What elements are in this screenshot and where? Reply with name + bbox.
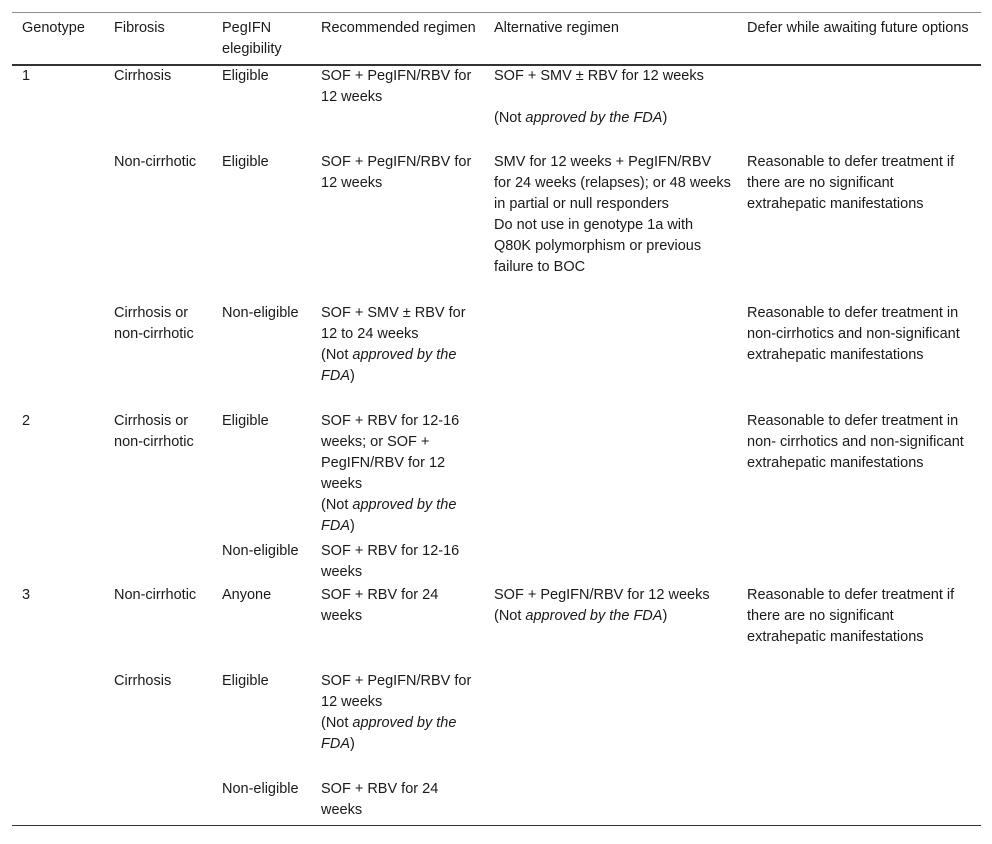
alternative-cell <box>484 541 737 585</box>
recommended-cell: SOF + RBV for 24 weeks <box>321 587 439 624</box>
alternative-regimen-text: SMV for 12 weeks + PegIFN/RBV for 24 weeks (relapses); or 48 weeks in partial or null responders <box>494 154 731 212</box>
hcv-treatment-table <box>12 12 981 826</box>
pegifn-cell: Eligible <box>222 154 269 170</box>
pegifn-cell: Eligible <box>222 68 269 84</box>
fda-note: (Not approved by the FDA) <box>494 110 668 126</box>
header-pegifn-eligibility: PegIFN elegibility <box>212 13 311 66</box>
pegifn-cell: Non-eligible <box>222 781 299 797</box>
alternative-cell <box>484 411 737 541</box>
defer-cell: Reasonable to defer treatment if there are no significant extrahepatic manifestations <box>747 154 955 212</box>
fda-note: (Not approved by the FDA) <box>321 347 457 384</box>
header-alternative-regimen: Alternative regimen <box>484 13 737 66</box>
recommended-cell: SOF + PegIFN/RBV for 12 weeks <box>321 154 472 191</box>
recommended-cell <box>311 303 484 411</box>
fibrosis-cell: Non-cirrhotic <box>114 154 197 170</box>
defer-cell <box>737 779 981 826</box>
genotype-cell: 3 <box>22 587 31 603</box>
defer-cell: Reasonable to defer treatment in non- cirrhotics and non-significant extrahepatic manifestations <box>747 413 964 471</box>
genotype-cell <box>12 152 104 303</box>
fibrosis-cell <box>104 541 212 585</box>
table-header <box>12 13 981 66</box>
fibrosis-cell: Cirrhosis <box>114 673 172 689</box>
alternative-regimen-text: SOF + PegIFN/RBV for 12 weeks <box>494 587 710 603</box>
table-row <box>12 152 981 303</box>
genotype-cell <box>12 303 104 411</box>
table-row <box>12 65 981 152</box>
defer-cell: Reasonable to defer treatment if there are no significant extrahepatic manifestations <box>747 587 955 645</box>
alternative-cell <box>484 65 737 152</box>
table-body <box>12 65 981 826</box>
recommended-cell <box>311 411 484 541</box>
alternative-cell <box>484 585 737 671</box>
header-recommended-regimen: Recommended regimen <box>311 13 484 66</box>
alternative-cell <box>484 671 737 779</box>
alternative-warning-text: Do not use in genotype 1a with Q80K polymorphism or previous failure to BOC <box>494 217 702 275</box>
recommended-cell: SOF + PegIFN/RBV for 12 weeks <box>321 68 472 105</box>
alternative-cell <box>484 303 737 411</box>
genotype-cell: 1 <box>22 68 31 84</box>
recommended-regimen-text: SOF + RBV for 12-16 weeks; or SOF + PegIFN/RBV for 12 weeks <box>321 413 460 492</box>
table-row <box>12 779 981 826</box>
defer-cell <box>737 541 981 585</box>
fibrosis-cell: Cirrhosis or non-cirrhotic <box>114 305 194 342</box>
pegifn-cell: Eligible <box>222 413 269 429</box>
header-genotype: Genotype <box>12 13 104 66</box>
alternative-cell <box>484 779 737 826</box>
genotype-cell: 2 <box>22 413 31 429</box>
fibrosis-cell: Cirrhosis <box>114 68 172 84</box>
header-defer: Defer while awaiting future options <box>737 13 981 66</box>
table-row <box>12 541 981 585</box>
genotype-cell <box>12 541 104 585</box>
fibrosis-cell: Non-cirrhotic <box>114 587 197 603</box>
alternative-cell <box>484 152 737 303</box>
pegifn-cell: Non-eligible <box>222 305 299 321</box>
table-row <box>12 671 981 779</box>
fda-note: (Not approved by the FDA) <box>321 715 457 752</box>
recommended-regimen-text: SOF + SMV ± RBV for 12 to 24 weeks <box>321 305 466 342</box>
table-row <box>12 411 981 541</box>
fibrosis-cell: Cirrhosis or non-cirrhotic <box>114 413 194 450</box>
recommended-regimen-text: SOF + PegIFN/RBV for 12 weeks <box>321 673 472 710</box>
fibrosis-cell <box>104 779 212 826</box>
header-row <box>12 13 981 66</box>
pegifn-cell: Anyone <box>222 587 272 603</box>
fda-note: (Not approved by the FDA) <box>494 608 668 624</box>
recommended-cell <box>311 671 484 779</box>
alternative-regimen-text: SOF + SMV ± RBV for 12 weeks <box>494 68 704 84</box>
defer-cell <box>737 671 981 779</box>
recommended-cell: SOF + RBV for 24 weeks <box>321 781 439 818</box>
defer-cell <box>737 65 981 152</box>
defer-cell: Reasonable to defer treatment in non-cirrhotics and non-significant extrahepatic manifestations <box>747 305 960 363</box>
genotype-cell <box>12 671 104 779</box>
recommended-cell: SOF + RBV for 12-16 weeks <box>321 543 460 580</box>
genotype-cell <box>12 779 104 826</box>
table-row <box>12 585 981 671</box>
header-fibrosis: Fibrosis <box>104 13 212 66</box>
pegifn-cell: Non-eligible <box>222 543 299 559</box>
pegifn-cell: Eligible <box>222 673 269 689</box>
table-row <box>12 303 981 411</box>
fda-note: (Not approved by the FDA) <box>321 497 457 534</box>
